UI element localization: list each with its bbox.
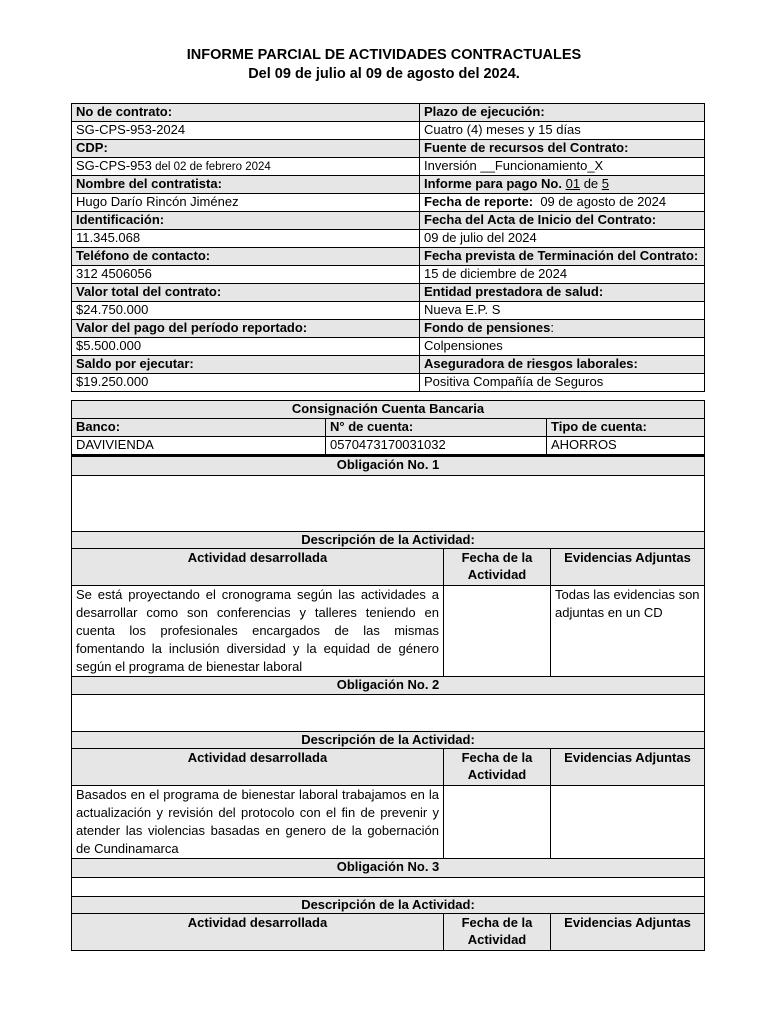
saldo-value: $19.250.000 bbox=[72, 374, 420, 392]
actividad-1-text: Se está proyectando el cronograma según las actividades a desarrollar como son conferencias y talleres teniendo en cuenta los profesionales encargados de las mismas fomentando la inclusión diversidad y la equidad de género según el programa de bienestar laboral bbox=[72, 585, 444, 676]
contrato-label: No de contrato: bbox=[72, 104, 420, 122]
fecha-acta-value: 09 de julio del 2024 bbox=[420, 230, 705, 248]
identificacion-label: Identificación: bbox=[72, 212, 420, 230]
fecha-actividad-header-1: Fecha de la Actividad bbox=[444, 548, 551, 585]
pensiones-colon: : bbox=[550, 320, 555, 335]
identificacion-value: 11.345.068 bbox=[72, 230, 420, 248]
telefono-label: Teléfono de contacto: bbox=[72, 248, 420, 266]
contract-info-table bbox=[71, 103, 705, 392]
informe-number: 01 bbox=[565, 176, 581, 191]
tipo-cuenta-value: AHORROS bbox=[547, 437, 705, 455]
cuenta-label: N° de cuenta: bbox=[326, 419, 547, 437]
arl-value: Positiva Compañía de Seguros bbox=[420, 374, 705, 392]
pensiones-value: Colpensiones bbox=[420, 338, 705, 356]
evidencias-header-2: Evidencias Adjuntas bbox=[551, 748, 705, 785]
fecha-terminacion-label: Fecha prevista de Terminación del Contrato: bbox=[420, 248, 705, 266]
pensiones-label-cell bbox=[420, 320, 705, 338]
descripcion-actividad-3: Descripción de la Actividad: bbox=[72, 896, 705, 913]
plazo-label: Plazo de ejecución: bbox=[420, 104, 705, 122]
contratista-value: Hugo Darío Rincón Jiménez bbox=[72, 194, 420, 212]
descripcion-actividad-1: Descripción de la Actividad: bbox=[72, 531, 705, 548]
fecha-actividad-header-2: Fecha de la Actividad bbox=[444, 748, 551, 785]
obligacion-3-title: Obligación No. 3 bbox=[72, 858, 705, 877]
obligations-table bbox=[71, 455, 705, 951]
tipo-cuenta-label: Tipo de cuenta: bbox=[547, 419, 705, 437]
fecha-acta-label: Fecha del Acta de Inicio del Contrato: bbox=[420, 212, 705, 230]
arl-label: Aseguradora de riesgos laborales: bbox=[420, 356, 705, 374]
contratista-label: Nombre del contratista: bbox=[72, 176, 420, 194]
informe-pago bbox=[420, 176, 705, 194]
actividad-desarrollada-header-1: Actividad desarrollada bbox=[72, 548, 444, 585]
valor-total-label: Valor total del contrato: bbox=[72, 284, 420, 302]
evidencias-header-1: Evidencias Adjuntas bbox=[551, 548, 705, 585]
eps-label: Entidad prestadora de salud: bbox=[420, 284, 705, 302]
bank-section-title: Consignación Cuenta Bancaria bbox=[72, 401, 705, 419]
valor-total-value: $24.750.000 bbox=[72, 302, 420, 320]
obligacion-2-body bbox=[72, 694, 705, 731]
fecha-terminacion-value: 15 de diciembre de 2024 bbox=[420, 266, 705, 284]
descripcion-actividad-2: Descripción de la Actividad: bbox=[72, 731, 705, 748]
eps-value: Nueva E.P. S bbox=[420, 302, 705, 320]
actividad-1-fecha bbox=[444, 585, 551, 676]
actividad-2-fecha bbox=[444, 785, 551, 858]
telefono-value: 312 4506056 bbox=[72, 266, 420, 284]
fuente-label: Fuente de recursos del Contrato: bbox=[420, 140, 705, 158]
fecha-reporte bbox=[420, 194, 705, 212]
informe-de: de bbox=[583, 176, 599, 191]
obligacion-2-title: Obligación No. 2 bbox=[72, 676, 705, 694]
actividad-desarrollada-header-2: Actividad desarrollada bbox=[72, 748, 444, 785]
obligacion-3-body bbox=[72, 877, 705, 896]
cuenta-value: 0570473170031032 bbox=[326, 437, 547, 455]
actividad-1-evidencias: Todas las evidencias son adjuntas en un CD bbox=[551, 585, 705, 676]
plazo-value: Cuatro (4) meses y 15 días bbox=[420, 122, 705, 140]
informe-label: Informe para pago No. bbox=[424, 176, 562, 191]
actividad-2-text: Basados en el programa de bienestar laboral trabajamos en la actualización y revisión del protocolo con el fin de prevenir y atender las violencias basadas en genero de la gobernación de Cundinamarca bbox=[72, 785, 444, 858]
obligacion-1-body bbox=[72, 475, 705, 531]
report-title: INFORME PARCIAL DE ACTIVIDADES CONTRACTUALES bbox=[186, 47, 582, 63]
bank-table bbox=[71, 400, 705, 455]
cdp-value bbox=[72, 158, 420, 176]
evidencias-header-3: Evidencias Adjuntas bbox=[551, 913, 705, 950]
fuente-value: Inversión __Funcionamiento_X bbox=[420, 158, 705, 176]
obligacion-1-title: Obligación No. 1 bbox=[72, 456, 705, 475]
cdp-label: CDP: bbox=[72, 140, 420, 158]
pensiones-label: Fondo de pensiones bbox=[424, 320, 551, 335]
cdp-value-date: del 02 de febrero 2024 bbox=[151, 161, 271, 173]
fecha-reporte-value: 09 de agosto de 2024 bbox=[540, 194, 667, 209]
contrato-value: SG-CPS-953-2024 bbox=[72, 122, 420, 140]
saldo-label: Saldo por ejecutar: bbox=[72, 356, 420, 374]
actividad-2-evidencias bbox=[551, 785, 705, 858]
cdp-value-main: SG-CPS-953 bbox=[76, 158, 152, 173]
actividad-desarrollada-header-3: Actividad desarrollada bbox=[72, 913, 444, 950]
report-period: Del 09 de julio al 09 de agosto del 2024. bbox=[248, 66, 520, 82]
valor-pago-value: $5.500.000 bbox=[72, 338, 420, 356]
valor-pago-label: Valor del pago del período reportado: bbox=[72, 320, 420, 338]
fecha-actividad-header-3: Fecha de la Actividad bbox=[444, 913, 551, 950]
banco-value: DAVIVIENDA bbox=[72, 437, 326, 455]
banco-label: Banco: bbox=[72, 419, 326, 437]
fecha-reporte-label: Fecha de reporte: bbox=[424, 194, 534, 209]
informe-total: 5 bbox=[601, 176, 610, 191]
